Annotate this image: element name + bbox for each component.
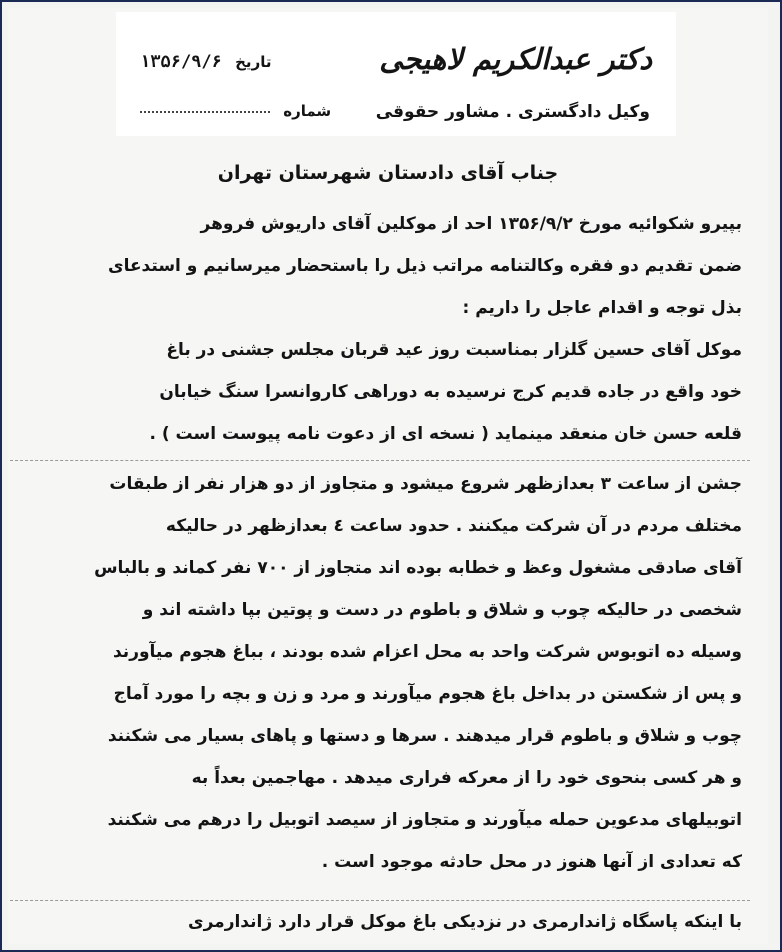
letter-page: [8, 8, 768, 944]
body-line: با اینکه پاسگاه ژاندارمری در نزدیکی باغ موکل قرار دارد ژاندارمری: [188, 912, 742, 932]
body-line: بذل توجه و اقدام عاجل را داریم :: [462, 298, 742, 318]
body-line: اتوبیلهای مدعوین حمله میآورند و متجاوز از سیصد اتوبیل را درهم می شکنند: [107, 810, 742, 830]
number-blank: [140, 111, 270, 113]
body-line: شخصی در حالیکه چوب و شلاق و باطوم در دست و پوتین بپا داشته اند و: [142, 600, 742, 620]
number-row: [140, 102, 331, 120]
addressee-heading: جناب آقای دادستان شهرستان تهران: [217, 162, 559, 184]
date-row: [140, 52, 271, 72]
body-line: مختلف مردم در آن شرکت میکنند . حدود ساعت ٤ بعدازظهر در حالیکه: [165, 516, 742, 536]
body-line: وسیله ده اتوبوس شرکت واحد به محل اعزام شده بودند ، بباغ هجوم میآورند: [112, 642, 742, 662]
page-separator: [10, 900, 750, 901]
body-line: و هر کسی بنحوی خود را از معرکه فراری میدهد . مهاجمین بعداً به: [191, 768, 742, 788]
body-line: جشن از ساعت ۳ بعدازظهر شروع میشود و متجاوز از دو هزار نفر از طبقات: [109, 474, 742, 494]
body-line: و پس از شکستن در بداخل باغ هجوم میآورند و مرد و زن و بچه را مورد آماج: [113, 684, 742, 704]
body-line: که تعدادی از آنها هنوز در محل حادثه موجود است .: [321, 852, 742, 872]
body-line: چوب و شلاق و باطوم قرار میدهند . سرها و دستها و پاهای بسیار می شکنند: [107, 726, 742, 746]
lawyer-title: وکیل دادگستری . مشاور حقوقی: [375, 102, 650, 122]
body-line: خود واقع در جاده قدیم کرج نرسیده به دوراهی کاروانسرا سنگ خیابان: [159, 382, 742, 402]
lawyer-name: دکتر عبدالکریم لاهیجی: [379, 42, 652, 76]
body-line: ضمن تقدیم دو فقره وکالتنامه مراتب ذیل را باستحضار میرسانیم و استدعای: [107, 256, 742, 276]
body-line: قلعه حسن خان منعقد مینماید ( نسخه ای از دعوت نامه پیوست است ) .: [149, 424, 742, 444]
body-line: موکل آقای حسین گلزار بمناسبت روز عید قربان مجلس جشنی در باغ: [166, 340, 742, 360]
date-value: ۱۳۵۶/۹/۶: [140, 52, 222, 72]
body-line: بپیرو شکوائیه مورخ ۱۳۵۶/۹/۲ احد از موکلین آقای داریوش فروهر: [200, 214, 742, 234]
page-separator: [10, 460, 750, 461]
number-label: شماره: [283, 102, 332, 120]
body-line: آقای صادقی مشغول وعظ و خطابه بوده اند متجاوز از ۷۰۰ نفر کماند و بالباس: [94, 558, 742, 578]
letterhead: [116, 12, 676, 136]
date-label: تاریخ: [235, 53, 272, 71]
